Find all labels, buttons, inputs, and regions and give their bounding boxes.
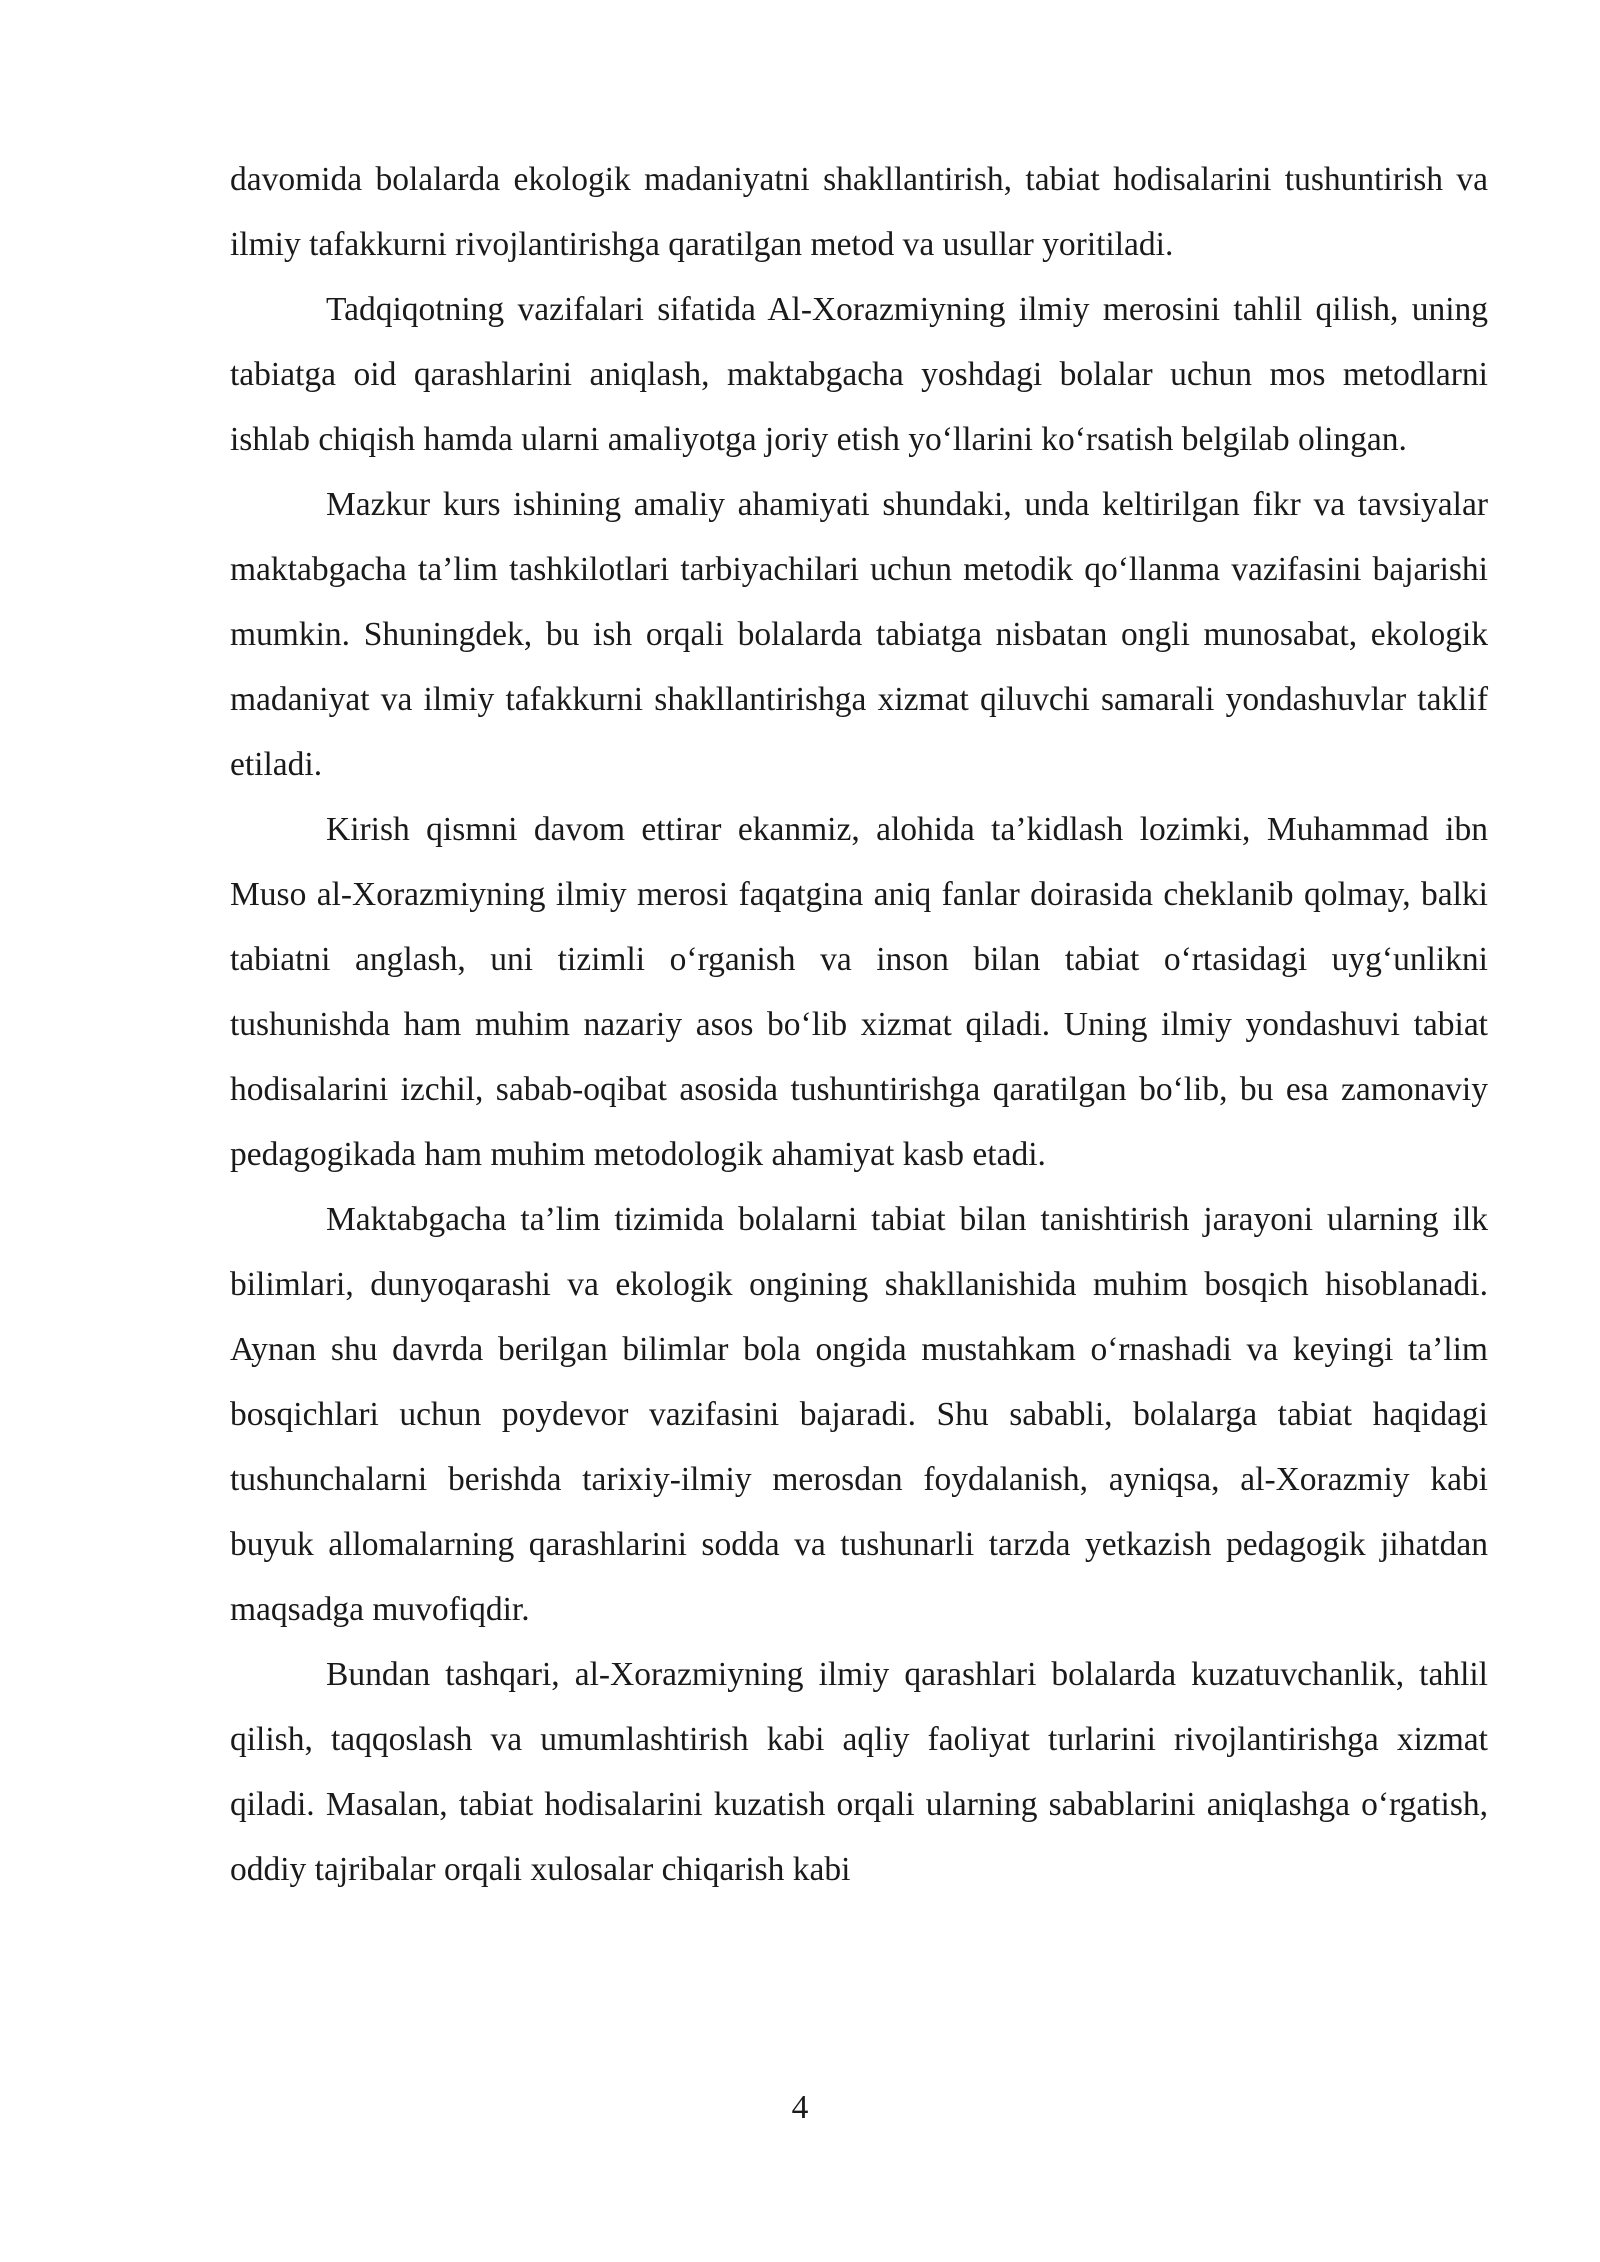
page-number: 4 (791, 2089, 809, 2126)
paragraph-cognitive-skills: Bundan tashqari, al-Xorazmiyning ilmiy qarashlari bolalarda kuzatuvchanlik, tahlil qilish, taqqoslash va umumlashtirish kabi aqliy faoliyat turlarini rivojlantirishga xizmat qiladi. Masalan, tabiat hodisalarini kuzatish orqali ularning sabablarini aniqlashga o‘rgatish, oddiy tajribalar orqali xulosalar chiqarish kabi (230, 1656, 1488, 1888)
body-text (230, 147, 1488, 1902)
paragraph-research-tasks: Tadqiqotning vazifalari sifatida Al-Xorazmiyning ilmiy merosini tahlil qilish, uning tabiatga oid qarashlarini aniqlash, maktabgacha yoshdagi bolalar uchun mos metodlarni ishlab chiqish hamda ularni amaliyotga joriy etish yo‘llarini ko‘rsatish belgilab olingan. (230, 291, 1488, 458)
paragraph-continuation: davomida bolalarda ekologik madaniyatni shakllantirish, tabiat hodisalarini tushuntirish va ilmiy tafakkurni rivojlantirishga qaratilgan metod va usullar yoritiladi. (230, 161, 1488, 263)
paragraph-xorazmiy-legacy: Kirish qismni davom ettirar ekanmiz, alohida ta’kidlash lozimki, Muhammad ibn Muso al-Xorazmiyning ilmiy merosi faqatgina aniq fanlar doirasida cheklanib qolmay, balki tabiatni anglash, uni tizimli o‘rganish va inson bilan tabiat o‘rtasidagi uyg‘unlikni tushunishda ham muhim nazariy asos bo‘lib xizmat qiladi. Uning ilmiy yondashuvi tabiat hodisalarini izchil, sabab-oqibat asosida tushuntirishga qaratilgan bo‘lib, bu esa zamonaviy pedagogikada ham muhim metodologik ahamiyat kasb etadi. (230, 811, 1488, 1173)
paragraph-practical-significance: Mazkur kurs ishining amaliy ahamiyati shundaki, unda keltirilgan fikr va tavsiyalar maktabgacha ta’lim tashkilotlari tarbiyachilari uchun metodik qo‘llanma vazifasini bajarishi mumkin. Shuningdek, bu ish orqali bolalarda tabiatga nisbatan ongli munosabat, ekologik madaniyat va ilmiy tafakkurni shakllantirishga xizmat qiluvchi samarali yondashuvlar taklif etiladi. (230, 486, 1488, 783)
paragraph-preschool-education: Maktabgacha ta’lim tizimida bolalarni tabiat bilan tanishtirish jarayoni ularning ilk bilimlari, dunyoqarashi va ekologik ongining shakllanishida muhim bosqich hisoblanadi. Aynan shu davrda berilgan bilimlar bola ongida mustahkam o‘rnashadi va keyingi ta’lim bosqichlari uchun poydevor vazifasini bajaradi. Shu sababli, bolalarga tabiat haqidagi tushunchalarni berishda tarixiy-ilmiy merosdan foydalanish, ayniqsa, al-Xorazmiy kabi buyuk allomalarning qarashlarini sodda va tushunarli tarzda yetkazish pedagogik jihatdan maqsadga muvofiqdir. (230, 1201, 1488, 1628)
